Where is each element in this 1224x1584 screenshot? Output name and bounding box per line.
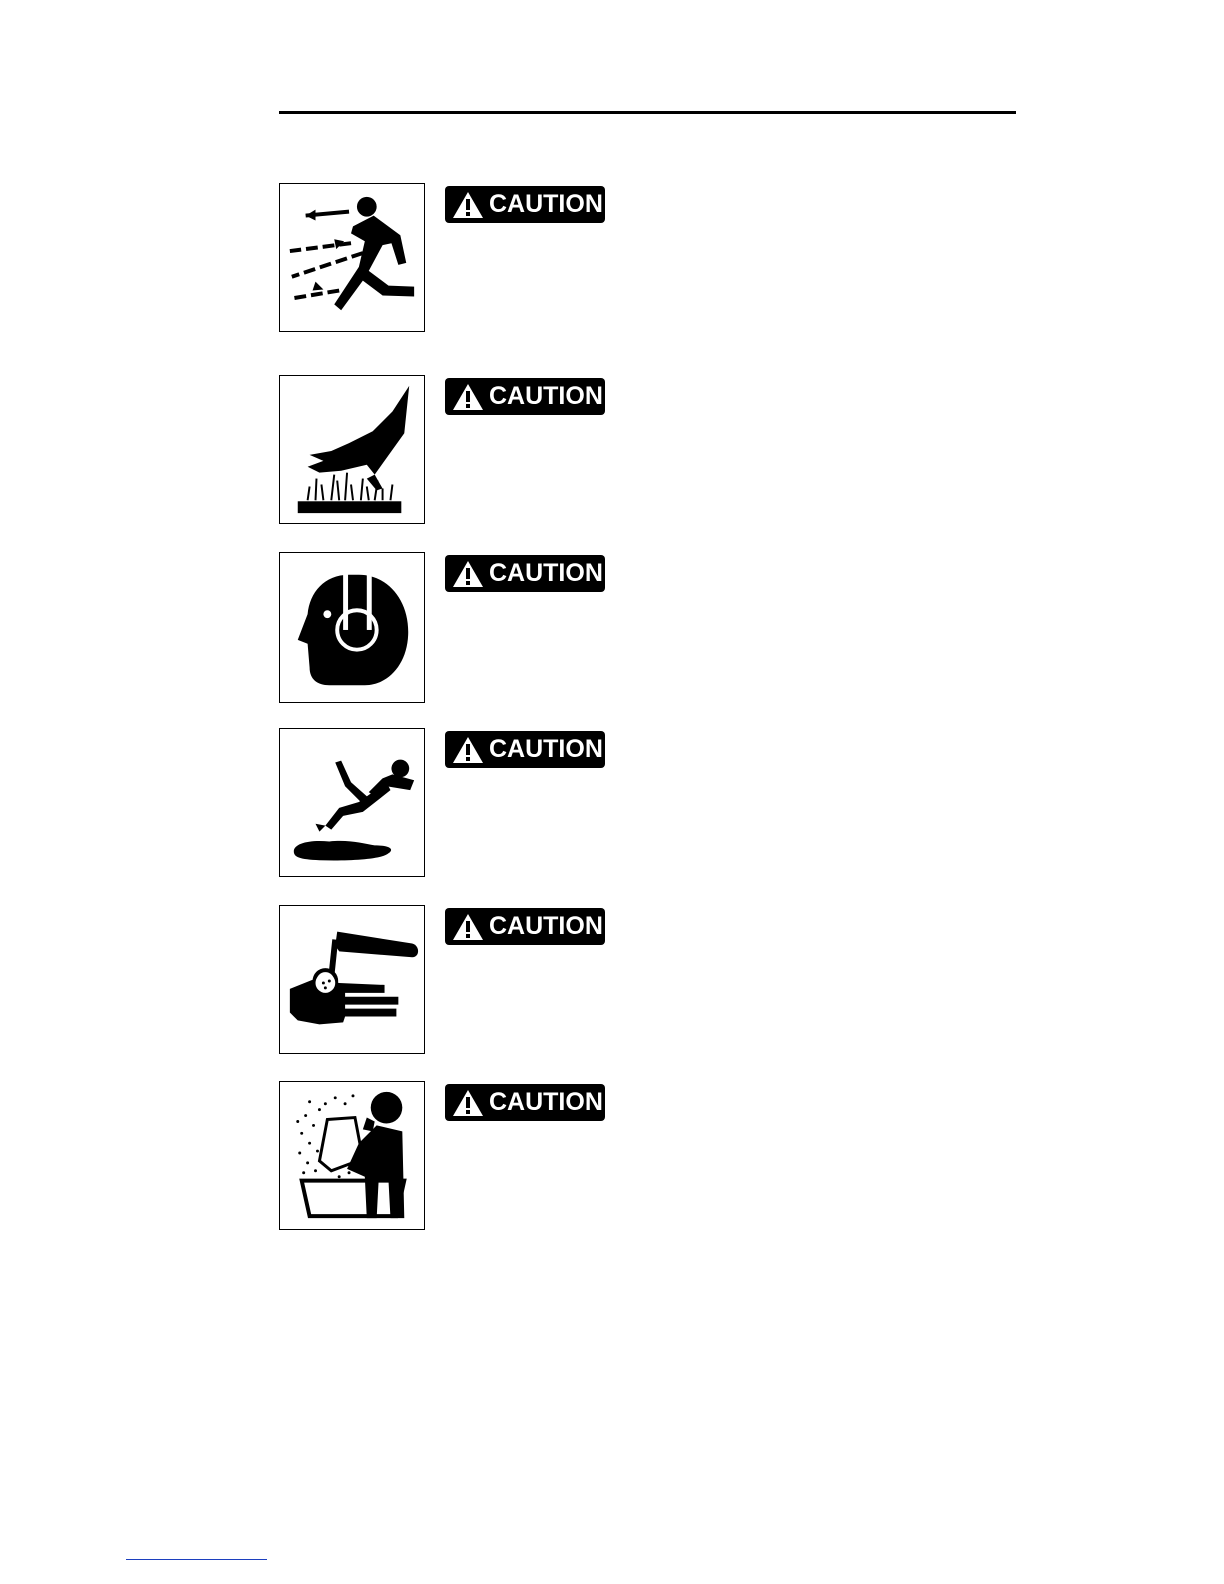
caution-badge xyxy=(445,1084,605,1121)
caution-label: CAUTION xyxy=(489,190,603,218)
caution-label: CAUTION xyxy=(489,735,603,763)
caution-badge xyxy=(445,186,605,223)
ear-protection-icon xyxy=(279,552,425,703)
slippery-floor-icon xyxy=(279,728,425,877)
caution-badge xyxy=(445,555,605,592)
header-rule xyxy=(279,111,1016,114)
caution-label: CAUTION xyxy=(489,912,603,940)
caution-label: CAUTION xyxy=(489,382,603,410)
corrosive-chemical-icon xyxy=(279,905,425,1054)
caution-label: CAUTION xyxy=(489,559,603,587)
footer-link-underline[interactable] xyxy=(126,1559,267,1560)
warning-triangle-icon xyxy=(452,383,484,411)
respirator-dust-icon xyxy=(279,1081,425,1230)
warning-triangle-icon xyxy=(452,560,484,588)
hot-surface-icon xyxy=(279,375,425,524)
caution-badge xyxy=(445,908,605,945)
warning-triangle-icon xyxy=(452,1089,484,1117)
caution-label: CAUTION xyxy=(489,1088,603,1116)
caution-badge xyxy=(445,378,605,415)
warning-triangle-icon xyxy=(452,913,484,941)
flying-debris-icon xyxy=(279,183,425,332)
caution-badge xyxy=(445,731,605,768)
warning-triangle-icon xyxy=(452,736,484,764)
warning-triangle-icon xyxy=(452,191,484,219)
